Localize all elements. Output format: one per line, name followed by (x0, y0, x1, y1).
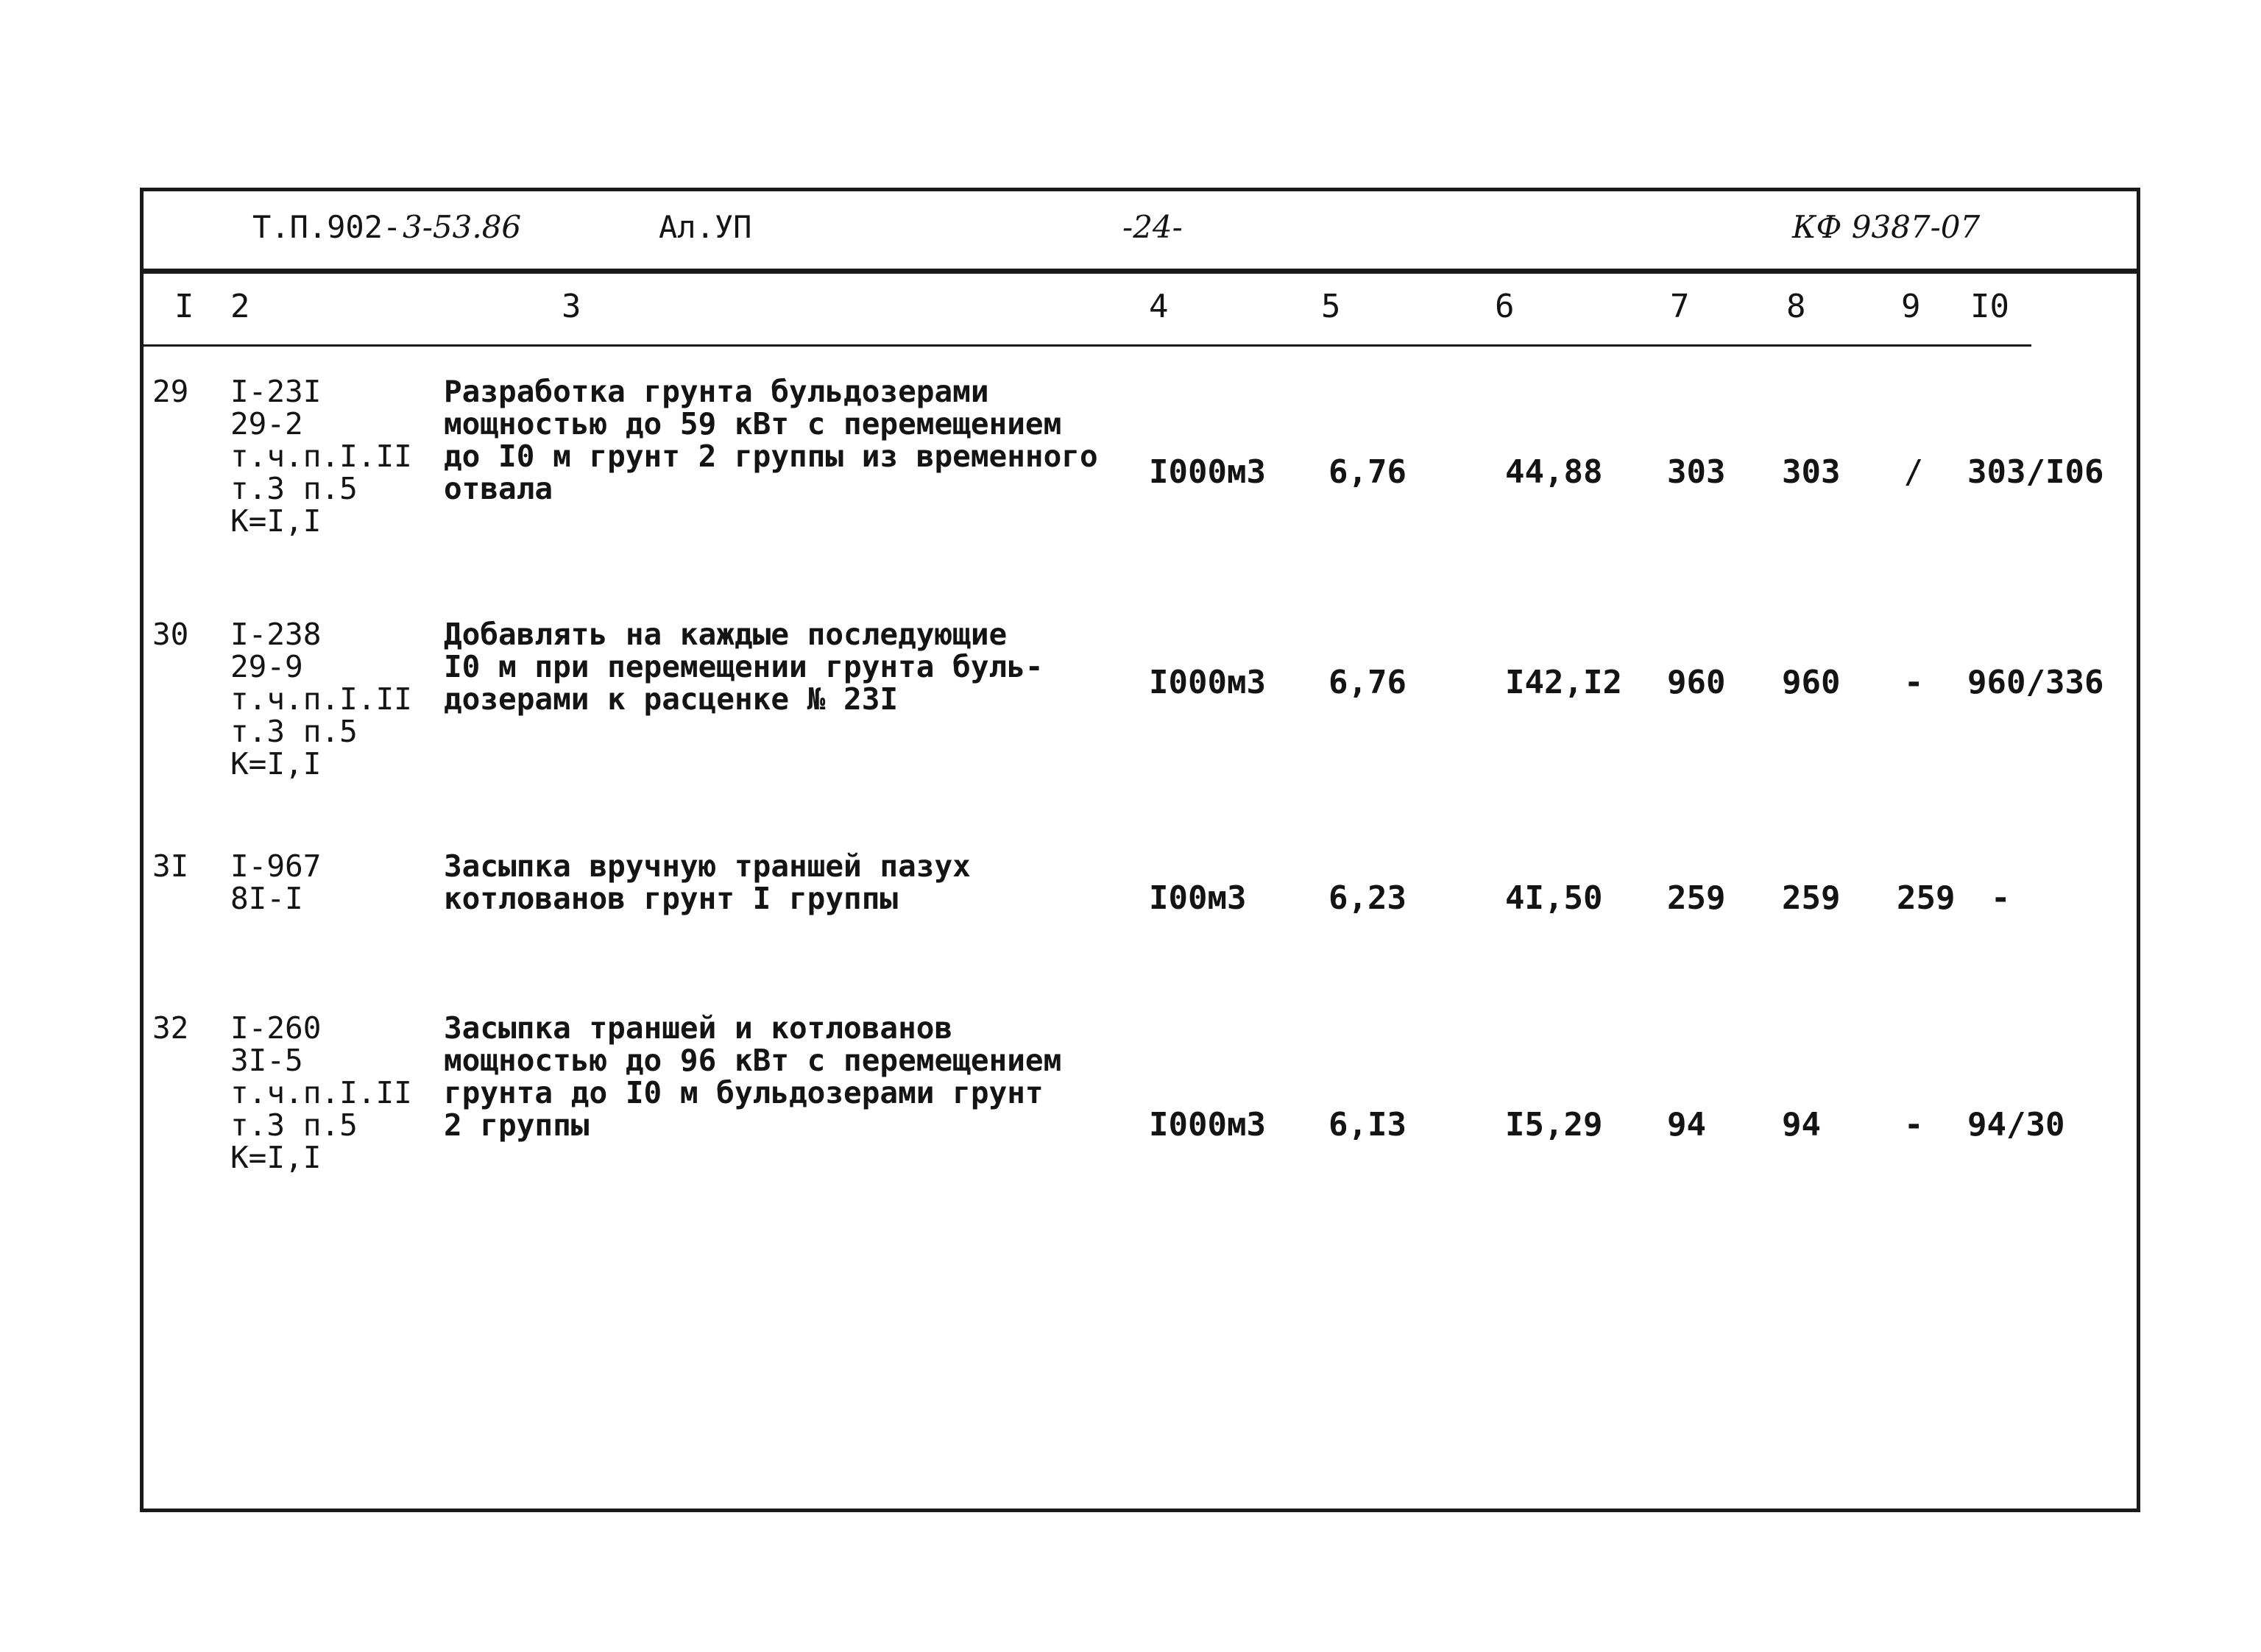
unit: I00м3 (1149, 879, 1247, 917)
value-col-8: 960 (1782, 664, 1841, 701)
value-col-6: I5,29 (1505, 1106, 1603, 1144)
norm-code: I-23I 29-2 т.ч.п.I.II т.3 п.5 К=I,I (230, 374, 412, 539)
value-col-10: 960/336 (1967, 664, 2104, 701)
column-number-4: 4 (1149, 288, 1169, 325)
column-number-2: 2 (230, 288, 250, 325)
row-number: 29 (152, 374, 189, 409)
unit: I000м3 (1149, 453, 1266, 491)
value-col-9: / (1904, 453, 1924, 491)
work-description: Разработка грунта бульдозерами мощностью до 59 кВт с перемещением до I0 м грунт 2 группы из временного отвала (444, 374, 1098, 506)
column-number-divider (144, 344, 2031, 347)
work-description: Добавлять на каждые последующие I0 м при перемещении грунта буль- дозерами к расценке № 23I (444, 617, 1044, 717)
unit: I000м3 (1149, 1106, 1266, 1144)
value-col-10: 94/30 (1967, 1106, 2065, 1144)
value-col-5: 6,23 (1328, 879, 1407, 917)
value-col-9: - (1904, 1106, 1924, 1144)
value-col-5: 6,76 (1328, 664, 1407, 701)
column-number-10: I0 (1970, 288, 2009, 325)
work-description: Засыпка траншей и котлованов мощностью до 96 кВт с перемещением грунта до I0 м бульдозерами грунт 2 группы (444, 1010, 1062, 1143)
album-label: Ал.УП (659, 209, 752, 245)
value-col-8: 303 (1782, 453, 1841, 491)
value-col-6: I42,I2 (1505, 664, 1622, 701)
value-col-10: - (1991, 879, 2011, 917)
row-number: 32 (152, 1010, 189, 1046)
value-col-7: 94 (1667, 1106, 1706, 1144)
page-number: -24- (1122, 209, 1183, 245)
norm-code: I-260 3I-5 т.ч.п.I.II т.3 п.5 К=I,I (230, 1010, 412, 1175)
column-number-6: 6 (1495, 288, 1515, 325)
value-col-10: 303/I06 (1967, 453, 2104, 491)
header-divider (144, 269, 2137, 274)
value-col-5: 6,76 (1328, 453, 1407, 491)
column-number-8: 8 (1786, 288, 1806, 325)
value-col-6: 4I,50 (1505, 879, 1603, 917)
value-col-9: 259 (1897, 879, 1956, 917)
value-col-7: 960 (1667, 664, 1726, 701)
value-col-6: 44,88 (1505, 453, 1603, 491)
value-col-8: 259 (1782, 879, 1841, 917)
column-number-9: 9 (1901, 288, 1921, 325)
column-number-5: 5 (1321, 288, 1341, 325)
row-number: 30 (152, 617, 189, 652)
work-description: Засыпка вручную траншей пазух котлованов грунт I группы (444, 848, 971, 916)
row-number: 3I (152, 848, 189, 884)
registry-number: КФ 9387-07 (1792, 209, 1981, 245)
value-col-5: 6,I3 (1328, 1106, 1407, 1144)
value-col-9: - (1904, 664, 1924, 701)
column-number-3: 3 (562, 288, 581, 325)
norm-code: I-967 8I-I (230, 848, 322, 916)
norm-code: I-238 29-9 т.ч.п.I.II т.3 п.5 К=I,I (230, 617, 412, 781)
column-number-7: 7 (1670, 288, 1690, 325)
value-col-8: 94 (1782, 1106, 1821, 1144)
unit: I000м3 (1149, 664, 1266, 701)
document-sheet (140, 188, 2140, 1512)
doc-code-print: Т.П.902- (252, 209, 402, 245)
value-col-7: 303 (1667, 453, 1726, 491)
column-number-1: I (174, 288, 194, 325)
doc-code-handwritten: 3-53.86 (403, 209, 522, 245)
value-col-7: 259 (1667, 879, 1726, 917)
